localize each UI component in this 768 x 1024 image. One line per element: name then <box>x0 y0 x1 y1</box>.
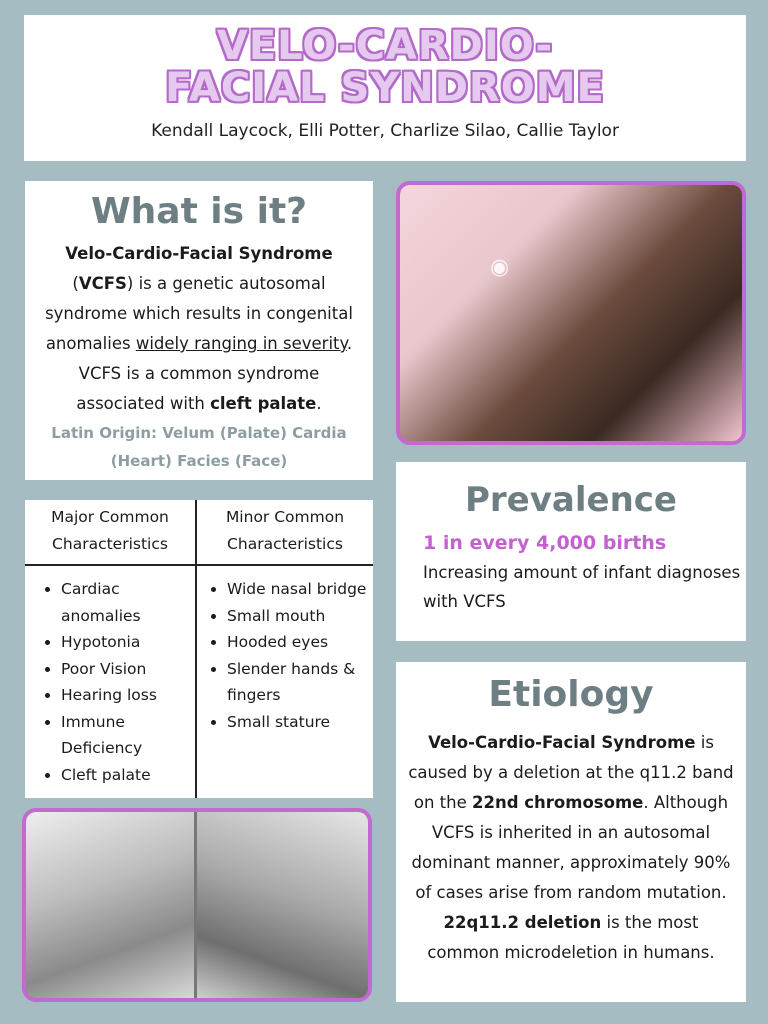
list-item: • Wide nasal bridge <box>227 576 373 603</box>
text-fragment: . <box>316 394 322 413</box>
severity-underline: widely ranging in severity <box>135 334 347 353</box>
prevalence-heading: Prevalence <box>465 480 677 520</box>
authors: Kendall Laycock, Elli Potter, Charlize Silao, Callie Taylor <box>151 121 619 141</box>
cleft-palate-bold: cleft palate <box>210 394 317 413</box>
infant-stethoscope-photo <box>396 181 746 445</box>
major-list <box>25 566 195 788</box>
vcfs-name: Velo-Cardio-Facial Syndrome <box>428 733 696 752</box>
list-item: • Poor Vision <box>61 656 195 683</box>
text-fragment: ( <box>72 274 79 293</box>
child-profile-image <box>26 812 194 998</box>
list-item: • Cardiac anomalies <box>61 576 195 629</box>
list-item: • Small stature <box>227 709 373 736</box>
list-item: • Small mouth <box>227 603 373 630</box>
prevalence-stat: 1 in every 4,000 births <box>423 532 667 554</box>
text-fragment: . VCFS is a common syndrome associated with <box>76 334 353 413</box>
minor-characteristics-column <box>197 500 373 798</box>
text-fragment: ) is a genetic autosomal syndrome which results in congenital anomalies <box>45 274 353 353</box>
list-item: • Immune Deficiency <box>61 709 195 762</box>
list-item: • Hooded eyes <box>227 629 373 656</box>
minor-header: Minor Common Characteristics <box>197 500 373 566</box>
what-is-it-card <box>25 181 373 480</box>
list-item: • Hearing loss <box>61 682 195 709</box>
etiology-text <box>406 728 736 968</box>
list-item: • Hypotonia <box>61 629 195 656</box>
vcfs-name: Velo-Cardio-Facial Syndrome <box>65 244 333 263</box>
deletion-bold: 22q11.2 deletion <box>443 913 602 932</box>
etiology-heading: Etiology <box>488 674 654 715</box>
major-header: Major Common Characteristics <box>25 500 195 566</box>
text-fragment: is the most common microdeletion in humans. <box>427 913 715 962</box>
child-front-image <box>197 812 368 998</box>
latin-origin: Latin Origin: Velum (Palate) Cardia (Heart) Facies (Face) <box>51 424 347 470</box>
etiology-card <box>396 662 746 1002</box>
what-heading: What is it? <box>90 191 308 232</box>
vcfs-abbrev: VCFS <box>78 274 127 293</box>
list-item: • Cleft palate <box>61 762 195 789</box>
title-line-1: VELO-CARDIO- <box>216 23 554 69</box>
chromosome-bold: 22nd chromosome <box>472 793 644 812</box>
list-item: • Slender hands & fingers <box>227 656 373 709</box>
text-fragment: . Although VCFS is inherited in an autosomal dominant manner, approximately 90% of cases arise from random mutation. <box>411 793 731 902</box>
stethoscope-icon: ◉ <box>490 255 510 280</box>
title-card <box>24 15 746 161</box>
minor-list <box>197 566 373 735</box>
children-profile-photo <box>22 808 372 1002</box>
title-line-2: FACIAL SYNDROME <box>165 65 605 111</box>
characteristics-table <box>25 500 373 798</box>
text-fragment: is caused by a deletion at the q11.2 band on the <box>408 733 734 812</box>
prevalence-text: Increasing amount of infant diagnoses with VCFS <box>423 563 741 611</box>
what-description <box>33 239 365 419</box>
prevalence-card <box>396 462 746 641</box>
major-characteristics-column <box>25 500 197 798</box>
